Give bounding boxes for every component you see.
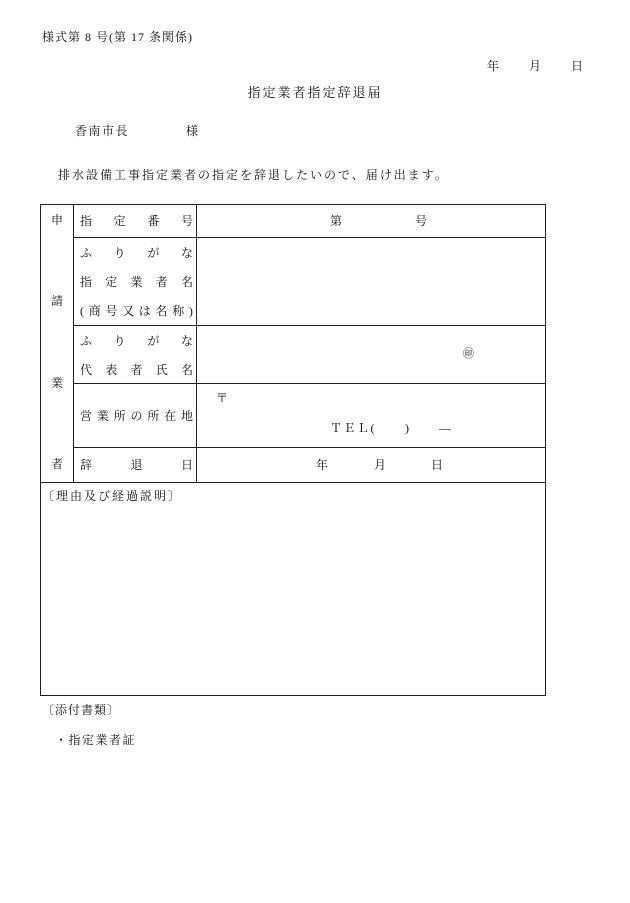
application-table	[40, 204, 546, 696]
label-char: 辞	[80, 458, 93, 472]
tel-dash: ―	[439, 421, 451, 435]
withdrawal-date-month: 月	[374, 458, 387, 472]
designation-number-prefix: 第	[330, 214, 343, 228]
label-char: 者	[155, 274, 168, 289]
office-address-label	[80, 408, 193, 424]
label-char: 指	[80, 274, 93, 289]
withdrawal-date-label-cell	[74, 448, 197, 483]
tel-label: ＴＥＬ(	[330, 421, 376, 435]
office-address-value-cell	[197, 384, 546, 448]
company-name-label	[80, 267, 193, 296]
label-char: り	[113, 245, 126, 260]
withdrawal-date-day: 日	[431, 458, 444, 472]
attachment-item: ・指定業者証	[55, 733, 137, 747]
label-char: 名	[155, 303, 168, 318]
label-char: 氏	[155, 362, 168, 377]
label-char: 表	[105, 362, 118, 377]
statement-text: 排水設備工事指定業者の指定を辞退したいので、届け出ます。	[58, 168, 449, 182]
label-char: 称	[172, 303, 185, 318]
withdrawal-date-label	[80, 457, 193, 473]
label-char: 号	[105, 303, 118, 318]
designation-number-label	[80, 213, 193, 229]
label-char: 名	[180, 362, 193, 377]
withdrawal-date-value-cell	[197, 448, 546, 483]
label-char: 所	[113, 408, 126, 423]
tel-close-paren: )	[405, 421, 409, 435]
label-char: り	[113, 333, 126, 348]
addressee-honorific: 様	[186, 124, 199, 138]
form-number: 様式第 8 号(第 17 条関係)	[42, 30, 193, 44]
label-char: 者	[50, 456, 63, 471]
designation-number-label-cell	[74, 205, 197, 238]
label-char: 番	[147, 214, 160, 228]
label-char: 号	[180, 214, 193, 228]
company-name-sublabel	[80, 296, 193, 325]
label-char: が	[147, 333, 160, 348]
document-title: 指定業者指定辞退届	[247, 85, 383, 100]
reason-cell	[41, 483, 546, 696]
addressee-name: 香南市長	[75, 124, 130, 138]
label-char: な	[180, 245, 193, 260]
label-char: (	[80, 303, 84, 318]
label-char: 定	[113, 214, 126, 228]
designation-number-suffix: 号	[415, 214, 428, 228]
label-char: 者	[130, 362, 143, 377]
header-date-day: 日	[571, 59, 584, 73]
label-char: 日	[180, 458, 193, 472]
label-char: 申	[50, 213, 63, 227]
company-furigana-label	[80, 238, 193, 267]
designation-number-value-cell	[197, 205, 546, 238]
applicant-label	[41, 213, 73, 471]
reason-label: 〔理由及び経過説明〕	[42, 489, 183, 503]
label-char: 名	[180, 274, 193, 289]
label-char: 地	[180, 408, 193, 423]
attachments-label: 〔添付書類〕	[42, 703, 121, 717]
label-char: 又	[122, 303, 135, 318]
label-char: 代	[80, 362, 93, 377]
representative-label-cell	[74, 326, 197, 384]
label-char: 営	[80, 408, 93, 423]
label-char: 業	[96, 408, 109, 423]
label-char: 商	[88, 303, 101, 318]
postal-mark: 〒	[216, 391, 229, 405]
label-char: 業	[50, 375, 63, 390]
label-char: 所	[147, 408, 160, 423]
label-char: が	[147, 245, 160, 260]
seal-mark-icon: ㊞	[463, 348, 474, 360]
representative-name-label	[80, 355, 193, 384]
label-char: は	[138, 303, 151, 318]
label-char: 退	[130, 458, 143, 472]
applicant-label-cell	[41, 205, 74, 483]
label-char: 業	[130, 274, 143, 289]
label-char: な	[180, 333, 193, 348]
header-date-year: 年	[487, 59, 500, 73]
label-char: ふ	[80, 245, 93, 260]
withdrawal-date-year: 年	[316, 458, 329, 472]
label-char: 在	[164, 408, 177, 423]
representative-furigana-label	[80, 326, 193, 355]
label-char: 指	[80, 214, 93, 228]
label-char: 請	[50, 294, 63, 309]
label-char: )	[188, 303, 193, 318]
header-date-month: 月	[529, 59, 542, 73]
office-address-label-cell	[74, 384, 197, 448]
label-char: の	[130, 408, 143, 423]
company-name-label-cell	[74, 238, 197, 326]
representative-value-cell	[197, 326, 546, 384]
label-char: 定	[105, 274, 118, 289]
label-char: ふ	[80, 333, 93, 348]
company-name-value-cell	[197, 238, 546, 326]
